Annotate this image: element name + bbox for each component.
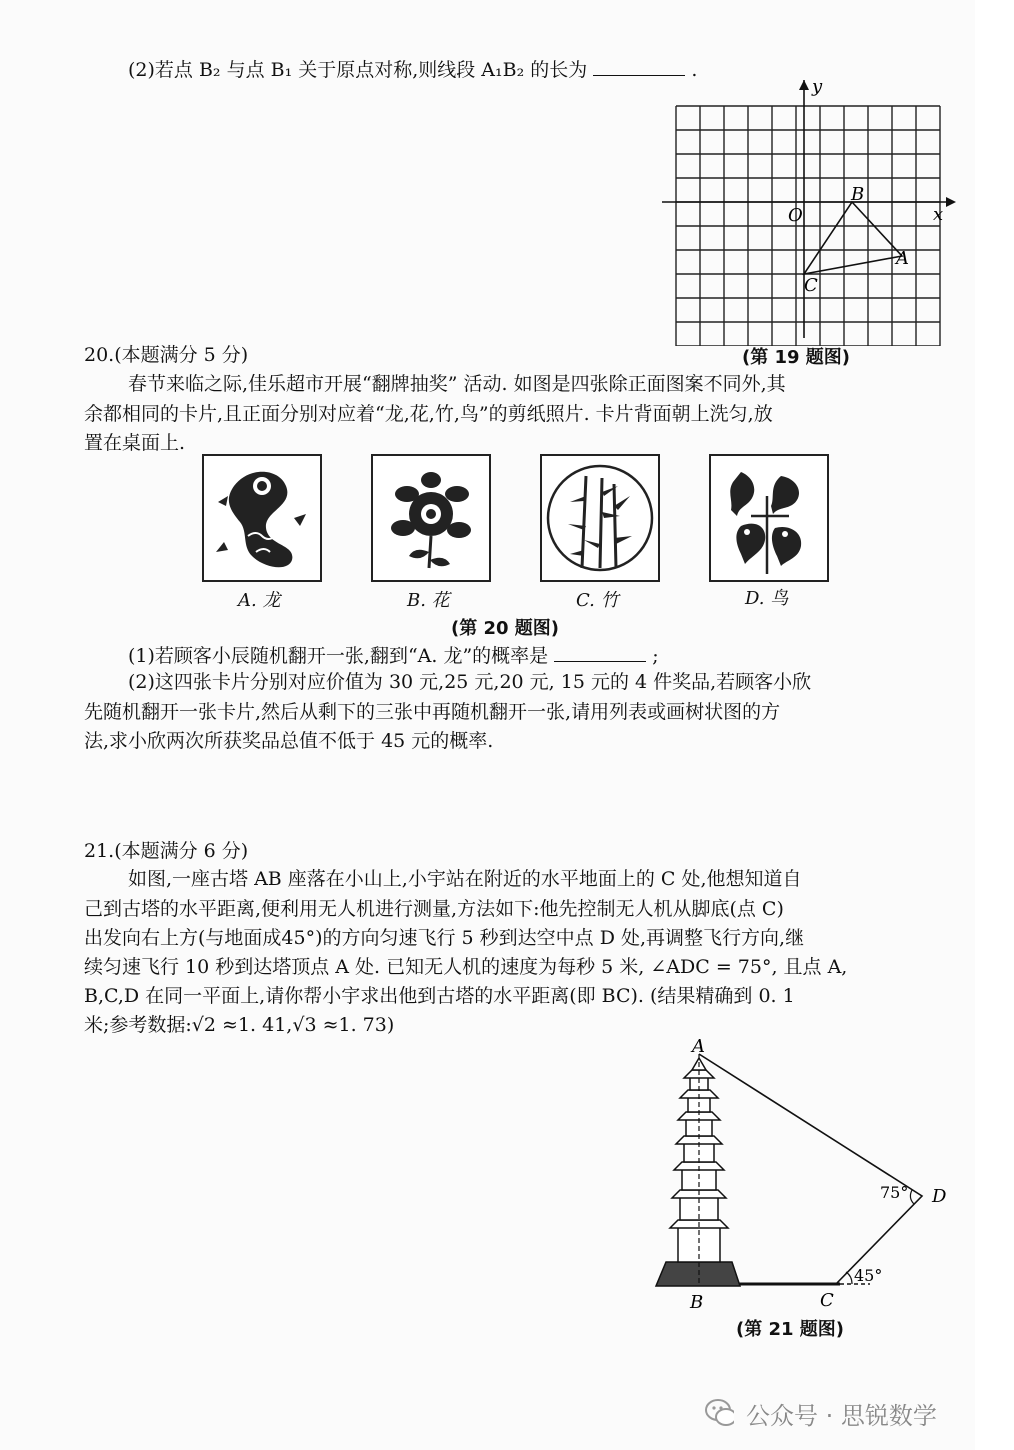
watermark-text: 公众号 · 思锐数学 <box>746 1402 937 1430</box>
q21-tower-figure <box>640 1036 960 1316</box>
q21-line-6: 米;参考数据:√2 ≈1. 41,√3 ≈1. 73) <box>84 1014 395 1036</box>
q21-line-4: 续匀速飞行 10 秒到达塔顶点 A 处. 已知无人机的速度为每秒 5 米, ∠ADC = 75°, 且点 A, <box>84 956 848 978</box>
q20-caption: (第 20 题图) <box>451 618 560 639</box>
answer-blank[interactable] <box>593 57 685 76</box>
card-label-a: A. 龙 <box>238 590 281 611</box>
card-label-c: C. 竹 <box>576 590 619 611</box>
q20-heading: 20.(本题满分 5 分) <box>84 344 249 366</box>
angle-label-d: 75° <box>880 1183 909 1202</box>
label-x: x <box>933 204 944 225</box>
card-bird <box>709 454 829 582</box>
card-label-b: B. 花 <box>407 590 450 611</box>
q19-grid-figure <box>662 76 962 346</box>
dragon-papercut-icon <box>204 456 320 580</box>
bird-papercut-icon <box>711 456 827 580</box>
label-origin: O <box>788 205 803 226</box>
q20-question-2-line-2: 先随机翻开一张卡片,然后从剩下的三张中再随机翻开一张,请用列表或画树状图的方 <box>84 701 781 723</box>
y-axis-arrow <box>799 80 809 90</box>
x-axis-arrow <box>946 197 956 207</box>
q19-part2 <box>128 57 697 82</box>
angle-arc-d <box>910 1190 914 1204</box>
q20-question-1 <box>128 643 659 668</box>
q19-part2-text: (2)若点 B₂ 与点 B₁ 关于原点对称,则线段 A₁B₂ 的长为 <box>128 59 588 81</box>
hill-base <box>656 1262 740 1286</box>
q21-line-5: B,C,D 在同一平面上,请你帮小宇求出他到古塔的水平距离(即 BC). (结果精确到 0. 1 <box>84 985 795 1007</box>
q20-paragraph-1: 春节来临之际,佳乐超市开展“翻牌抽奖” 活动. 如图是四张除正面图案不同外,其 <box>128 373 786 395</box>
q21-line-2: 己到古塔的水平距离,便利用无人机进行测量,方法如下:他先控制无人机从脚底(点 C) <box>84 898 784 920</box>
label-b: B <box>690 1292 704 1313</box>
angle-label-c: 45° <box>854 1266 883 1285</box>
q20-q1-text: (1)若顾客小辰随机翻开一张,翻到“A. 龙”的概率是 <box>128 645 549 667</box>
q21-caption: (第 21 题图) <box>736 1319 845 1340</box>
label-c: C <box>820 1290 834 1311</box>
label-b: B <box>851 184 865 205</box>
q19-caption: (第 19 题图) <box>742 347 851 368</box>
label-a: A <box>692 1036 705 1057</box>
bamboo-papercut-icon <box>542 456 658 580</box>
card-dragon <box>202 454 322 582</box>
q21-line-1: 如图,一座古塔 AB 座落在小山上,小宇站在附近的水平地面上的 C 处,他想知道自 <box>128 868 802 890</box>
wechat-icon <box>704 1396 734 1426</box>
card-flower <box>371 454 491 582</box>
card-bamboo <box>540 454 660 582</box>
flower-papercut-icon <box>373 456 489 580</box>
q20-question-2-line-3: 法,求小欣两次所获奖品总值不低于 45 元的概率. <box>84 730 494 752</box>
q20-paragraph-3: 置在桌面上. <box>84 432 186 454</box>
grid-lines <box>676 106 940 346</box>
label-y: y <box>812 76 823 97</box>
q20-q1-end: ; <box>652 645 659 667</box>
q21-line-3: 出发向右上方(与地面成45°)的方向匀速飞行 5 秒到达空中点 D 处,再调整飞行方向,继 <box>84 927 805 949</box>
flight-path <box>699 1054 922 1284</box>
q19-part2-end: . <box>691 59 698 81</box>
q20-question-2-line-1: (2)这四张卡片分别对应价值为 30 元,25 元,20 元, 15 元的 4 件奖品,若顾客小欣 <box>128 671 812 693</box>
card-label-d: D. 鸟 <box>745 588 789 609</box>
triangle-abc <box>804 202 902 274</box>
page-margin <box>975 0 1014 1450</box>
label-c: C <box>804 275 818 296</box>
q21-heading: 21.(本题满分 6 分) <box>84 840 249 862</box>
label-d: D <box>932 1186 947 1207</box>
label-a: A <box>896 248 909 269</box>
answer-blank[interactable] <box>554 643 646 662</box>
q20-paragraph-2: 余都相同的卡片,且正面分别对应着“龙,花,竹,鸟”的剪纸照片. 卡片背面朝上洗匀,放 <box>84 403 773 425</box>
